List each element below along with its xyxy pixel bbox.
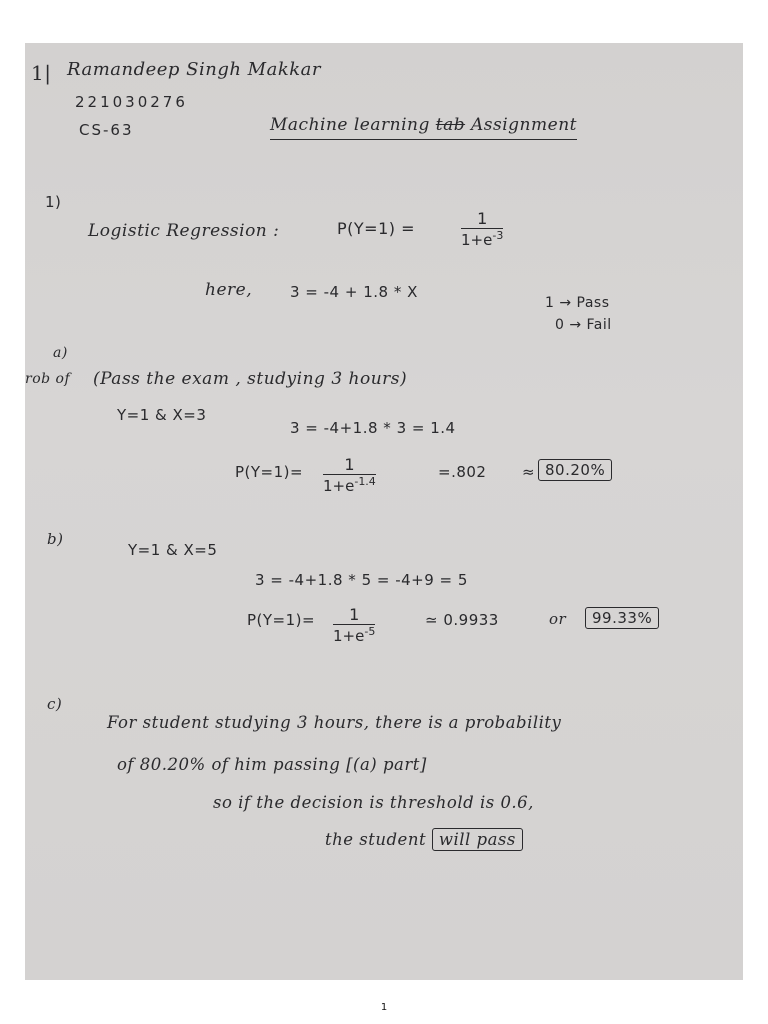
part-c-conclusion-boxed: will pass <box>432 828 523 851</box>
part-a-statement: (Pass the exam , studying 3 hours) <box>93 369 408 389</box>
model-fraction <box>461 209 503 249</box>
part-a-prob-lhs: P(Y=1)= <box>235 463 304 481</box>
question-number: 1) <box>45 193 62 211</box>
here-label: here, <box>205 280 253 300</box>
student-class: CS-63 <box>79 121 134 139</box>
part-b-result: 99.33% <box>585 607 659 629</box>
assignment-title <box>270 115 577 140</box>
question-mark-1: 1| <box>31 61 52 85</box>
title-strikethrough: tab <box>435 115 466 135</box>
part-a-approx: =.802 <box>438 463 487 481</box>
part-b-prob-lhs: P(Y=1)= <box>247 611 316 629</box>
scanned-page-photo <box>25 43 743 980</box>
part-a-approx-symbol: ≈ <box>522 463 536 481</box>
model-lhs: P(Y=1) = <box>337 219 415 238</box>
legend-pass: 1 → Pass <box>545 295 610 311</box>
part-a-margin-note: rob of <box>25 371 71 387</box>
part-a-given: Y=1 & X=3 <box>117 406 207 424</box>
model-label: Logistic Regression : <box>88 221 280 241</box>
student-name: Ramandeep Singh Makkar <box>67 59 321 80</box>
part-c-line-4 <box>325 830 523 849</box>
model-numerator: 1 <box>461 209 503 229</box>
part-c-conclusion-text: the student <box>325 830 427 849</box>
part-b-numerator: 1 <box>333 605 375 625</box>
part-b-fraction <box>333 605 375 645</box>
part-a-denominator: $1+e^{-1.4}$ <box>323 475 376 495</box>
title-part-a: Machine learning <box>270 115 430 135</box>
part-a-z-calc: 3 = -4+1.8 * 3 = 1.4 <box>290 419 456 437</box>
title-part-b: Assignment <box>471 115 577 135</box>
part-a-label: a) <box>53 345 68 361</box>
part-b-z-calc: 3 = -4+1.8 * 5 = -4+9 = 5 <box>255 571 468 589</box>
part-b-given: Y=1 & X=5 <box>128 541 218 559</box>
part-a-numerator: 1 <box>323 455 376 475</box>
part-b-approx: ≃ 0.9933 <box>425 611 499 629</box>
part-b-denominator: $1+e^{-5}$ <box>333 625 376 645</box>
model-denominator: $1+e^{-3}$ <box>461 229 504 249</box>
part-c-line-1: For student studying 3 hours, there is a probability <box>107 713 562 732</box>
student-roll-number: 221030276 <box>75 93 188 111</box>
z-equation: 3 = -4 + 1.8 * X <box>290 283 418 301</box>
part-b-or: or <box>549 610 567 628</box>
part-a-result: 80.20% <box>538 459 612 481</box>
part-b-label: b) <box>47 530 64 548</box>
part-c-line-2: of 80.20% of him passing [(a) part] <box>117 755 427 774</box>
part-a-fraction <box>323 455 376 495</box>
part-c-line-3: so if the decision is threshold is 0.6, <box>213 793 534 812</box>
part-c-label: c) <box>47 695 63 713</box>
legend-fail: 0 → Fail <box>555 317 612 333</box>
page-number: 1 <box>380 1002 388 1013</box>
